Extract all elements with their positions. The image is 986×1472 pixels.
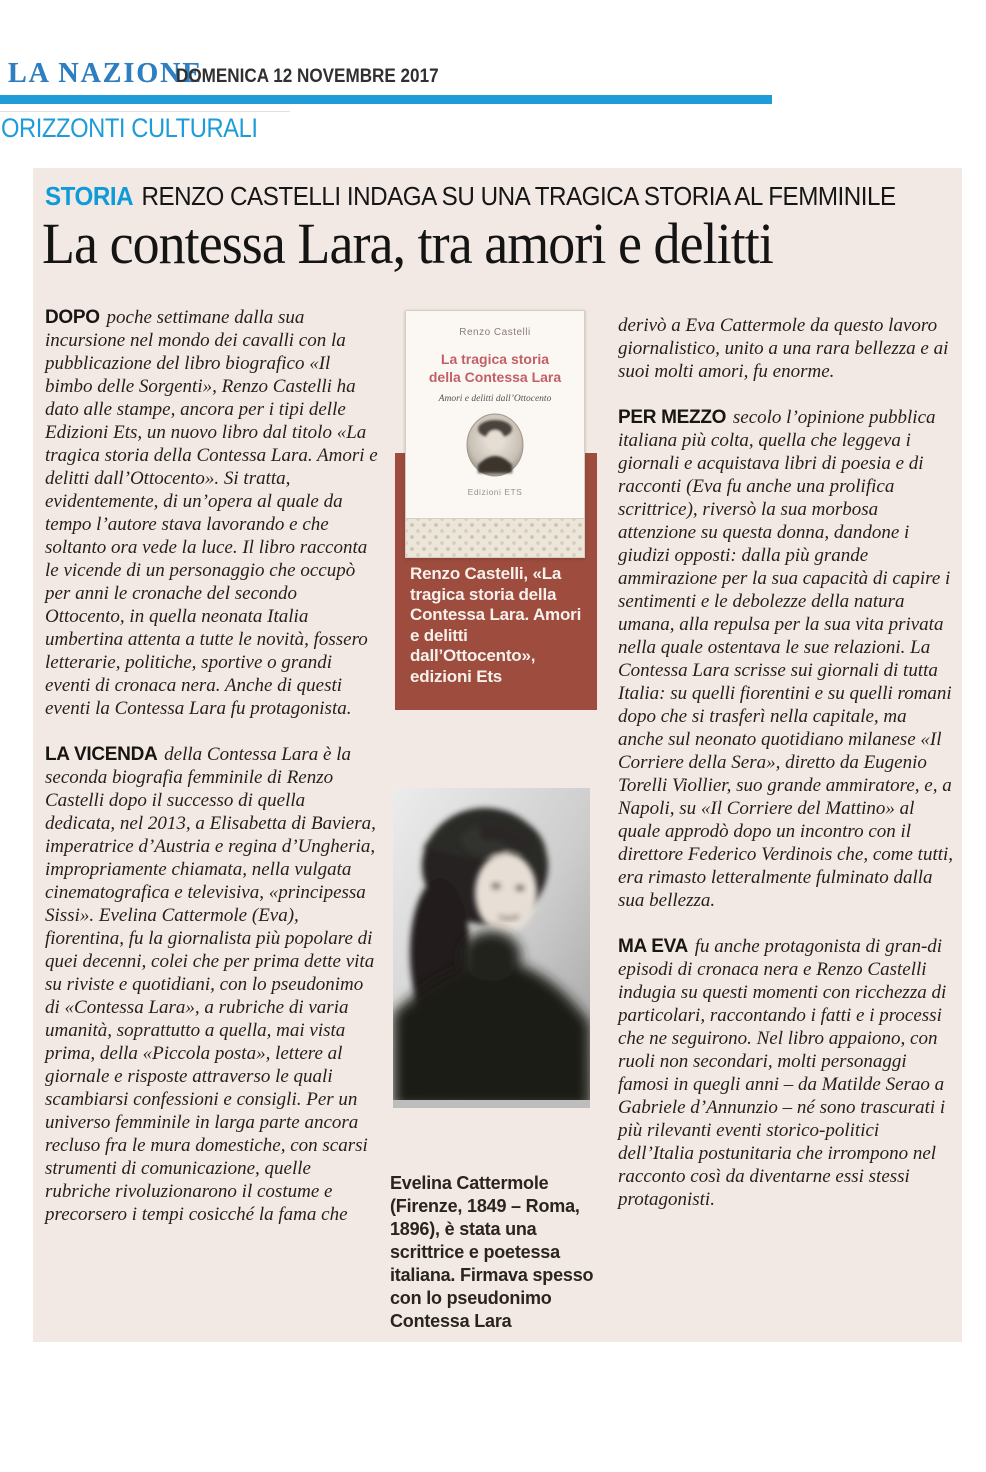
paragraph [45, 743, 379, 1226]
book-cover-title-line1: La tragica storia [440, 351, 550, 367]
kicker-label: STORIA [45, 181, 134, 211]
paragraph [618, 314, 956, 383]
paragraph-text: poche settimane dalla sua incursione nel mondo dei cavalli con la pubblicazione del libro biografico «Il bimbo delle Sorgenti», Renzo Castelli ha dato alle stampe, ancora per i tipi delle Edizioni Ets, un nuovo libro dal titolo «La tragica storia della Contessa Lara. Amori e delitti dall’Ottocento». Si tratta, evidentemente, di un’opera al quale da tempo l’autore stava lavorando e che soltanto ora vede la luce. Il libro racconta le vicende di un personaggio che occupò per anni le cronache del secondo Ottocento, in quella neonata Italia umbertina attenta a tutte le novità, fossero letterarie, politiche, sportive o grandi eventi di cronaca nera. Anche di questi eventi la Contessa Lara fu protagonista. [45, 307, 378, 719]
masthead-rule [0, 95, 772, 104]
article-headline: La contessa Lara, tra amori e delitti [42, 211, 773, 276]
portrait-caption: Evelina Cattermole (Firenze, 1849 – Roma, 1896), è stata una scrittrice e poetessa italiana. Firmava spesso con lo pseudonimo Contessa Lara [390, 1173, 594, 1331]
article-card [33, 168, 962, 1342]
column-left [45, 306, 379, 1226]
portrait-photo [393, 788, 590, 1108]
paragraph [618, 406, 956, 912]
book-cover-title-line2: della Contessa Lara [428, 369, 562, 385]
book-cover-image [405, 310, 585, 558]
newspaper-logo: LA NAZIONE [8, 58, 204, 89]
paragraph-text: secolo l’opinione pubblica italiana più colta, quella che leggeva i giornali e acquistava libri di poesia e di racconti (Eva fu anche una prolifica scrittrice), riversò la sua morbosa attenzione su questa donna, dandone i giudizi opposti: dalla più grande ammirazione per la sua capacità di capire i sentimenti e le debolezze della natura umana, alla repulsa per la sua vita privata nella quale ostentava le sue relazioni. La Contessa Lara scrisse sui giornali di tutta Italia: su quelli fiorentini e su quelli romani dopo che si trasferì nella capitale, ma anche sul neonato quotidiano milanese «Il Corriere della Sera», diretto da Eugenio Torelli Viollier, suo grande ammiratore, e, a Napoli, su «Il Corriere del Mattino» al quale approdò dopo un incontro con il direttore Federico Verdinois che, come tutti, era rimasto letteralmente fulminato dalla sua bellezza. [618, 407, 954, 911]
book-cover-portrait [466, 413, 524, 477]
section-divider [0, 111, 290, 112]
paragraph-lead: MA EVA [618, 936, 688, 957]
book-cover-publisher: Edizioni ETS [467, 487, 523, 497]
book-cover-subtitle: Amori e delitti dall’Ottocento [438, 394, 552, 404]
kicker-text: RENZO CASTELLI INDAGA SU UNA TRAGICA STORIA AL FEMMINILE [141, 181, 896, 211]
book-cover-lace-pattern [406, 518, 584, 557]
issue-date: DOMENICA 12 NOVEMBRE 2017 [176, 66, 439, 87]
paragraph [45, 306, 379, 720]
kicker [45, 181, 896, 212]
paragraph-lead: DOPO [45, 307, 100, 328]
paragraph-lead: PER MEZZO [618, 407, 727, 428]
book-cover-title [406, 350, 584, 386]
paragraph-text: della Contessa Lara è la seconda biografia femminile di Renzo Castelli dopo il successo di quella dedicata, nel 2013, a Elisabetta di Baviera, imperatrice d’Austria e regina d’Ungheria, impropriamente chiamata, nella vulgata cinematografica e televisiva, «principessa Sissi». Evelina Cattermole (Eva), fiorentina, fu la giornalista più popolare di quei decenni, colei che per prima dette vita su riviste e quotidiani, con lo pseudonimo di «Contessa Lara», a rubriche di varia umanità, soprattutto a quella, mai vista prima, della «Piccola posta», lettere al giornale e risposte attraverso le quali scambiarsi confessioni e consigli. Per un universo femminile in larga parte ancora recluso fra le mura domestiche, con scarsi strumenti di comunicazione, quelle rubriche rivoluzionarono il costume e precorsero i tempi cosicché la fama che [45, 744, 376, 1225]
paragraph-lead: LA VICENDA [45, 744, 158, 765]
book-caption: Renzo Castelli, «La tragica storia della Contessa Lara. Amori e delitti dall’Ottocento», edizioni Ets [410, 564, 582, 686]
section-title: ORIZZONTI CULTURALI [1, 113, 258, 143]
paragraph-text: derivò a Eva Cattermole da questo lavoro giornalistico, unito a una rara bellezza e ai suoi molti amori, fu enorme. [618, 315, 949, 382]
paragraph-text: fu anche protagonista di gran-di episodi di cronaca nera e Renzo Castelli indugia su questi momenti con ricchezza di particolari, raccontando i fatti e i processi che ne seguirono. Nel libro appaiono, con ruoli non secondari, molti personaggi famosi in quegli anni – da Matilde Serao a Gabriele d’Annunzio – né sono trascurati i più rilevanti eventi storico-politici dell’Italia postunitaria che irrompono nel racconto così da diventarne essi stessi protagonisti. [618, 936, 947, 1210]
column-right [618, 314, 956, 1211]
paragraph [618, 935, 956, 1211]
book-cover-author: Renzo Castelli [459, 327, 531, 338]
